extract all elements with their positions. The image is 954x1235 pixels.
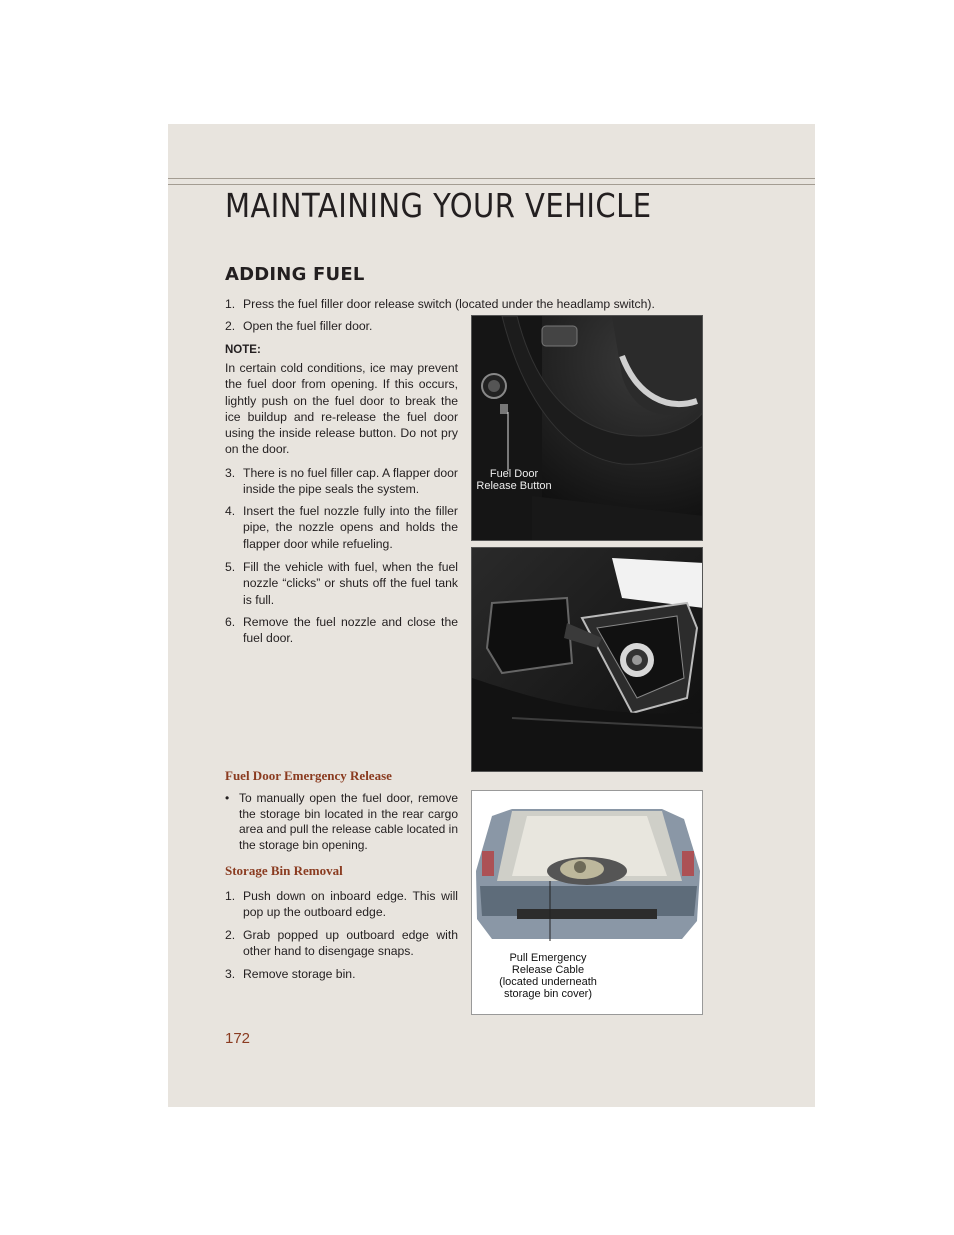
step-text: Remove storage bin. — [243, 967, 356, 981]
step-text: There is no fuel filler cap. A flapper door inside the pipe seals the system. — [243, 466, 458, 497]
step-text: Press the fuel filler door release switch (located under the headlamp switch). — [243, 297, 655, 311]
section-title: ADDING FUEL — [225, 264, 365, 285]
caption-line: Fuel Door — [489, 468, 539, 480]
step-number: 3. — [225, 466, 236, 480]
page-number: 172 — [225, 1030, 251, 1047]
caption-line: Release Cable — [511, 964, 585, 976]
storage-step-2 — [225, 927, 458, 960]
cargo-illustration — [472, 791, 703, 941]
step-number: 6. — [225, 615, 236, 629]
step-text: Grab popped up outboard edge with other hand to disengage snaps. — [243, 928, 458, 959]
caption-line: storage bin cover) — [503, 988, 593, 1000]
bullet-icon: • — [225, 791, 230, 805]
storage-step-3 — [225, 966, 458, 982]
cargo-area-photo — [471, 790, 703, 1015]
storage-step-1 — [225, 888, 458, 921]
step-2 — [225, 318, 458, 334]
bullet-text: To manually open the fuel door, remove the storage bin located in the rear cargo area and pull the release cable located in the storage bin opening. — [239, 791, 458, 853]
step-number: 1. — [225, 297, 236, 311]
step-number: 4. — [225, 504, 236, 518]
step-text: Insert the fuel nozzle fully into the filler pipe, the nozzle opens and holds the flapper door while refueling. — [243, 504, 458, 551]
fuel-door-release-photo — [471, 315, 703, 541]
step-4 — [225, 503, 458, 552]
step-5 — [225, 559, 458, 608]
storage-heading: Storage Bin Removal — [225, 863, 343, 878]
step-3 — [225, 465, 458, 498]
fig1-caption — [474, 468, 554, 492]
note-label: NOTE: — [225, 344, 261, 356]
fuel-door-illustration — [472, 548, 703, 772]
chapter-title: MAINTAINING YOUR VEHICLE — [225, 186, 652, 225]
step-text: Push down on inboard edge. This will pop up the outboard edge. — [243, 889, 458, 920]
fuel-door-open-photo — [471, 547, 703, 772]
note-text: In certain cold conditions, ice may prevent the fuel door from opening. If this occurs, lightly push on the fuel door to break the ice buildup and re-release the fuel door using the inside release button. Do not pry on the door. — [225, 361, 458, 457]
step-number: 3. — [225, 967, 236, 981]
step-text: Remove the fuel nozzle and close the fuel door. — [243, 615, 458, 646]
dashboard-illustration — [472, 316, 703, 541]
step-number: 1. — [225, 889, 236, 903]
step-number: 2. — [225, 319, 236, 333]
fig3-caption — [488, 952, 608, 1000]
header-rule — [168, 178, 815, 179]
emergency-heading: Fuel Door Emergency Release — [225, 768, 392, 783]
step-6 — [225, 614, 458, 647]
step-text: Open the fuel filler door. — [243, 319, 373, 333]
header-rule — [168, 184, 815, 185]
emergency-bullet — [225, 791, 458, 854]
step-text: Fill the vehicle with fuel, when the fuel nozzle “clicks” or shuts off the fuel tank is full. — [243, 560, 458, 607]
step-number: 2. — [225, 928, 236, 942]
caption-line: Pull Emergency — [509, 952, 587, 964]
caption-line: Release Button — [476, 480, 552, 492]
caption-line: (located underneath — [499, 976, 597, 988]
step-number: 5. — [225, 560, 236, 574]
step-1 — [225, 296, 705, 312]
